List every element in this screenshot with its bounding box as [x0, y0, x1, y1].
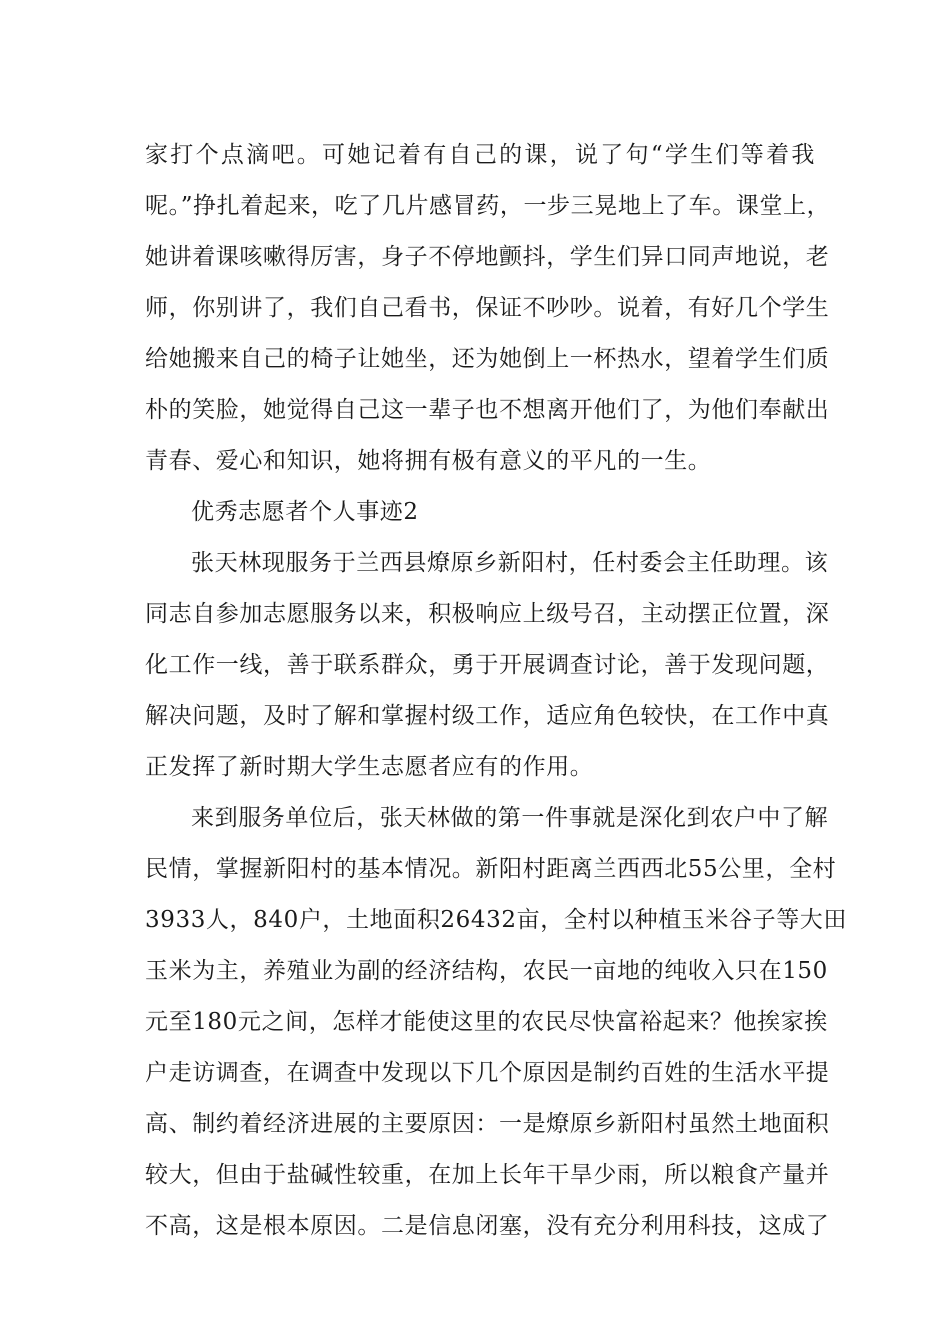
text-line: 不高，这是根本原因。二是信息闭塞，没有充分利用科技，这成了 — [145, 1213, 830, 1239]
text-line: 3933人，840户，土地面积26432亩，全村以种植玉米谷子等大田 — [145, 907, 847, 933]
text-line: 青春、爱心和知识，她将拥有极有意义的平凡的一生。 — [145, 448, 712, 474]
text-line: 她讲着课咳嗽得厉害，身子不停地颤抖，学生们异口同声地说，老 — [145, 244, 830, 270]
text-line: 师，你别讲了，我们自己看书，保证不吵吵。说着，有好几个学生 — [145, 295, 830, 321]
paragraph-2 — [145, 538, 830, 793]
text-line: 民情，掌握新阳村的基本情况。新阳村距离兰西西北55公里，全村 — [145, 856, 837, 882]
text-line: 户走访调查，在调查中发现以下几个原因是制约百姓的生活水平提 — [145, 1060, 830, 1086]
text-line: 玉米为主，养殖业为副的经济结构，农民一亩地的纯收入只在150 — [145, 958, 828, 984]
text-line: 高、制约着经济进展的主要原因：一是燎原乡新阳村虽然土地面积 — [145, 1111, 830, 1137]
text-line: 朴的笑脸，她觉得自己这一辈子也不想离开他们了，为他们奉献出 — [145, 397, 830, 423]
text-line: 同志自参加志愿服务以来，积极响应上级号召，主动摆正位置，深 — [145, 601, 830, 627]
text-line: 呢。”挣扎着起来，吃了几片感冒药，一步三晃地上了车。课堂上， — [145, 193, 831, 219]
text-line: 解决问题，及时了解和掌握村级工作，适应角色较快，在工作中真 — [145, 703, 830, 729]
text-line: 家打个点滴吧。可她记着有自己的课，说了句“学生们等着我 — [145, 142, 815, 168]
text-line: 张天林现服务于兰西县燎原乡新阳村，任村委会主任助理。该 — [191, 550, 829, 576]
text-line: 给她搬来自己的椅子让她坐，还为她倒上一杯热水，望着学生们质 — [145, 346, 830, 372]
document-body — [145, 130, 847, 1252]
heading-text: 优秀志愿者个人事迹2 — [191, 499, 419, 525]
text-line: 正发挥了新时期大学生志愿者应有的作用。 — [145, 754, 594, 780]
text-line: 来到服务单位后，张天林做的第一件事就是深化到农户中了解 — [191, 805, 829, 831]
text-line: 化工作一线，善于联系群众，勇于开展调查讨论，善于发现问题， — [145, 652, 830, 678]
section-heading — [145, 487, 815, 538]
paragraph-continued — [145, 130, 831, 487]
text-line: 元至180元之间，怎样才能使这里的农民尽快富裕起来？他挨家挨 — [145, 1009, 828, 1035]
paragraph-3 — [145, 793, 847, 1252]
text-line: 较大，但由于盐碱性较重，在加上长年干旱少雨，所以粮食产量并 — [145, 1162, 830, 1188]
